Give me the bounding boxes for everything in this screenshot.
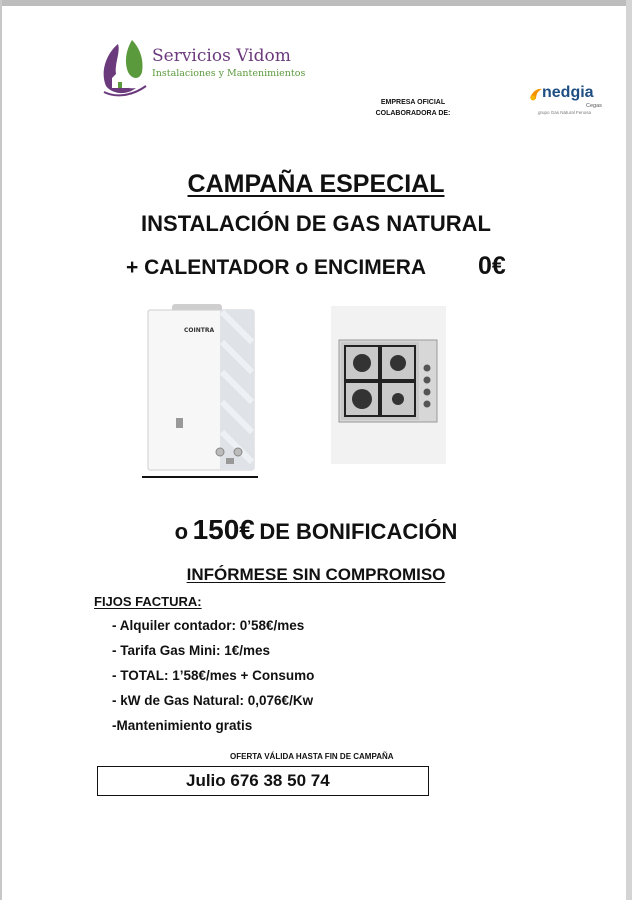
contact-box bbox=[97, 766, 429, 796]
bonus-line bbox=[0, 514, 632, 546]
viewer-right-border bbox=[626, 0, 632, 900]
campaign-title-text: CAMPAÑA ESPECIAL bbox=[187, 170, 445, 198]
bonus-text: DE BONIFICACIÓN bbox=[259, 519, 458, 544]
gas-hob-image bbox=[331, 306, 446, 464]
contact-phone: Julio 676 38 50 74 bbox=[186, 771, 330, 790]
campaign-offer-line: + CALENTADOR o ENCIMERA bbox=[126, 256, 427, 279]
leaf-house-logo-icon bbox=[96, 38, 152, 98]
campaign-subtitle: INSTALACIÓN DE GAS NATURAL bbox=[141, 211, 491, 236]
company-tagline: Instalaciones y Mantenimientos bbox=[152, 68, 306, 79]
list-item: - TOTAL: 1’58€/mes + Consumo bbox=[112, 668, 315, 683]
nedgia-name: nedgia bbox=[542, 84, 594, 101]
nedgia-group: grupo Gas Natural Fenosa bbox=[538, 110, 592, 115]
info-title-text: INFÓRMESE SIN COMPROMISO bbox=[186, 565, 446, 584]
water-heater-image bbox=[142, 302, 260, 478]
viewer-left-border bbox=[0, 0, 2, 900]
partner-label-line1: EMPRESA OFICIAL bbox=[380, 99, 446, 106]
bonus-prefix: o bbox=[174, 519, 189, 544]
nedgia-logo bbox=[528, 84, 610, 118]
campaign-price: 0€ bbox=[478, 252, 506, 280]
offer-validity: OFERTA VÁLIDA HASTA FIN DE CAMPAÑA bbox=[230, 752, 394, 761]
company-name: Servicios Vidom bbox=[152, 46, 291, 66]
list-item: - Tarifa Gas Mini: 1€/mes bbox=[112, 643, 271, 658]
list-item: - kW de Gas Natural: 0,076€/Kw bbox=[112, 693, 314, 708]
info-title bbox=[0, 565, 632, 585]
partner-label-line2: COLABORADORA DE: bbox=[375, 110, 451, 117]
list-item: -Mantenimiento gratis bbox=[112, 718, 253, 733]
fixed-costs-label: FIJOS FACTURA: bbox=[94, 594, 202, 609]
heater-brand-label: COINTRA bbox=[184, 327, 215, 334]
bonus-amount: 150€ bbox=[192, 514, 255, 545]
nedgia-cegas: Cegas bbox=[586, 103, 602, 109]
company-logo bbox=[96, 38, 306, 98]
list-item: - Alquiler contador: 0’58€/mes bbox=[112, 618, 305, 633]
campaign-title bbox=[0, 170, 632, 199]
viewer-top-border bbox=[0, 0, 632, 6]
fixed-costs-list bbox=[112, 618, 314, 743]
partner-label bbox=[368, 97, 458, 119]
